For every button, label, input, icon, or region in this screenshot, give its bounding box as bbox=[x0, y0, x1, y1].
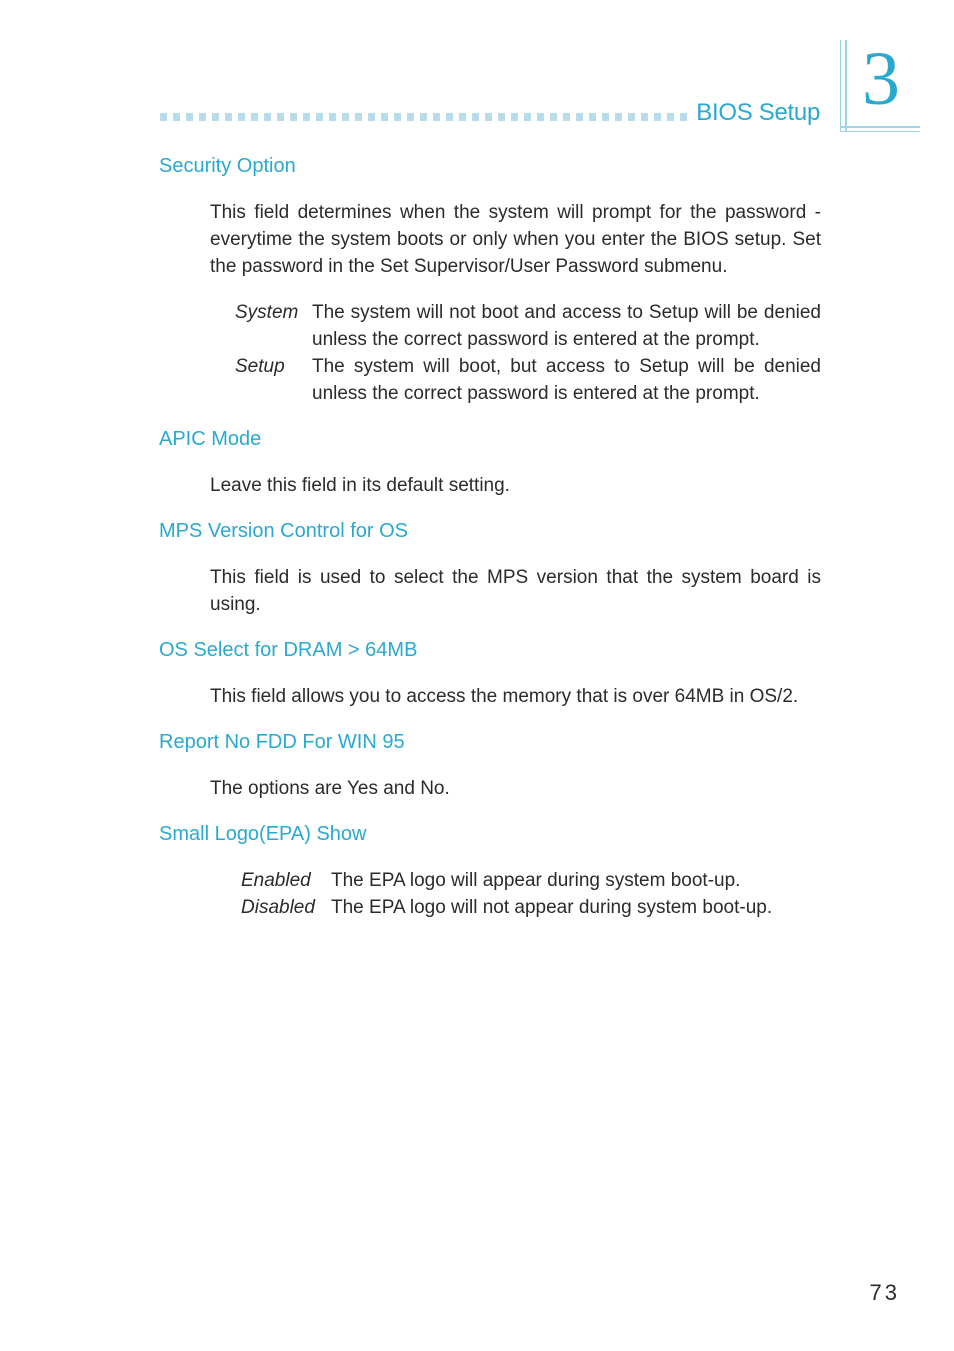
chapter-tab-border-bottom bbox=[840, 126, 920, 128]
option-list-logo bbox=[241, 867, 821, 921]
section-heading-apic: APIC Mode bbox=[159, 428, 262, 450]
section-heading-mps: MPS Version Control for OS bbox=[159, 520, 408, 542]
header-title: BIOS Setup bbox=[696, 99, 820, 126]
section-body-apic: Leave this field in its default setting. bbox=[210, 475, 510, 496]
option-description: The EPA logo will not appear during system boot-up. bbox=[331, 897, 773, 918]
option-row bbox=[241, 894, 821, 921]
option-row bbox=[235, 299, 821, 353]
section-body-security: This field determines when the system will prompt for the password - everytime the system boots or only when you enter the BIOS setup. Set the password in the Set Supervisor/User Password submenu. bbox=[210, 202, 821, 277]
section-heading-fdd: Report No FDD For WIN 95 bbox=[159, 731, 405, 753]
option-row bbox=[235, 353, 821, 407]
section-heading-security: Security Option bbox=[159, 155, 296, 177]
option-term: Enabled bbox=[241, 870, 311, 891]
option-description: The EPA logo will appear during system boot-up. bbox=[331, 870, 741, 891]
header-dot-rule bbox=[160, 113, 690, 121]
chapter-tab-border-bottom-outer bbox=[840, 131, 920, 132]
option-term: Setup bbox=[235, 356, 285, 377]
section-heading-os-select: OS Select for DRAM > 64MB bbox=[159, 639, 418, 661]
chapter-tab bbox=[840, 37, 920, 132]
option-term: Disabled bbox=[241, 897, 315, 918]
page-number: 73 bbox=[869, 1280, 900, 1305]
option-description: The system will not boot and access to Setup will be denied unless the correct password is entered at the prompt. bbox=[312, 302, 821, 350]
option-description: The system will boot, but access to Setup will be denied unless the correct password is entered at the prompt. bbox=[312, 356, 821, 404]
section-body-fdd: The options are Yes and No. bbox=[210, 778, 450, 799]
page-content bbox=[159, 153, 821, 921]
option-term: System bbox=[235, 302, 299, 323]
chapter-number: 3 bbox=[862, 37, 900, 121]
section-body-os-select: This field allows you to access the memory that is over 64MB in OS/2. bbox=[210, 686, 799, 707]
option-row bbox=[241, 867, 821, 894]
chapter-tab-border-left-outer bbox=[840, 40, 841, 132]
section-body-mps: This field is used to select the MPS version that the system board is using. bbox=[210, 567, 821, 615]
option-list-security bbox=[235, 299, 821, 407]
chapter-tab-border-left bbox=[845, 40, 847, 132]
section-heading-logo: Small Logo(EPA) Show bbox=[159, 823, 367, 845]
